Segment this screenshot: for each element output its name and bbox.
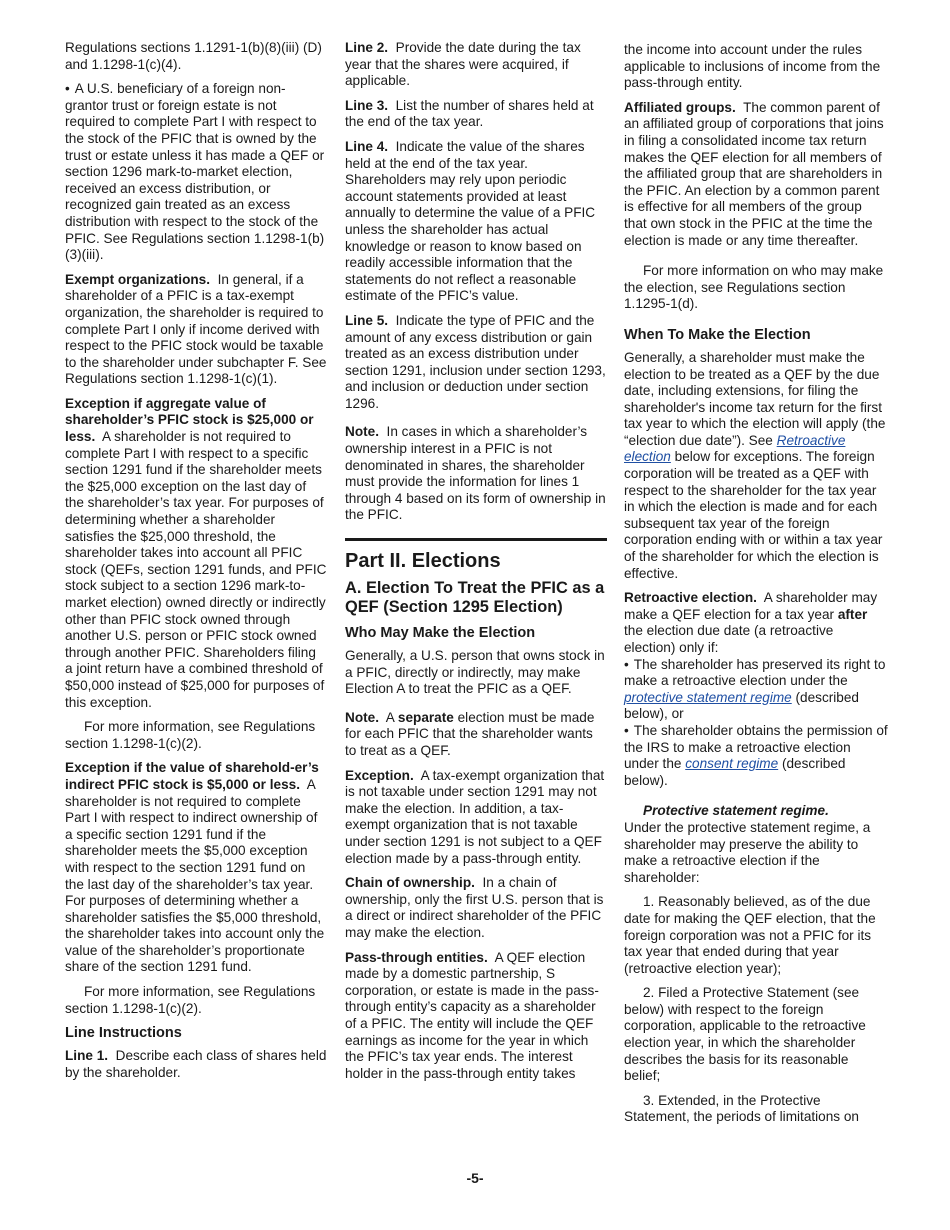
paragraph: the income into account under the rules applicable to inclusions of income from the pass-through entity. [624,42,881,91]
run-in-heading: Exception if the value of sharehold-er’s indirect PFIC stock is $5,000 or less. [65,760,319,792]
numbered-item: 1. Reasonably believed, as of the due date for making the QEF election, that the foreign corporation was not a PFIC for its tax year that ended during that year (retroactive election year); [624,894,876,976]
run-in-heading: Exception. [345,767,414,783]
paragraph: Retroactive election. A shareholder may make a QEF election for a tax year after the election due date (a retroactive election) only if: [624,590,878,655]
numbered-item: 2. Filed a Protective Statement (see below) with respect to the foreign corporation, applicable to the retroactive election year, in which the shareholder describes the basis for its reasonable belief; [624,985,866,1084]
line-instructions-heading: Line Instructions [65,1025,182,1042]
run-in-heading: Chain of ownership. [345,875,475,891]
paragraph: Regulations sections 1.1291-1(b)(8)(iii) (D) and 1.1298-1(c)(4). [65,40,322,72]
paragraph: Exception. A tax-exempt organization that is not taxable under section 1291 may not make the election. In addition, a tax-exempt organization that is not taxable under section 1291 is not subject to a QEF election made by a pass-through entity. [345,767,605,866]
run-in-heading: Note. [345,709,379,725]
paragraph: Note. In cases in which a shareholder’s ownership interest in a PFIC is not denominated in shares, the shareholder must provide the information for lines 1 through 4 based on its form of ownership in the PFIC. [345,424,606,523]
consent-regime-link[interactable]: consent regime [685,756,779,772]
paragraph: Line 1. Describe each class of shares held by the shareholder. [65,1048,327,1080]
who-may-make-heading: Who May Make the Election [345,625,536,642]
paragraph: Protective statement regime. Under the protective statement regime, a shareholder may preserve the ability to make a retroactive election if the shareholder: [624,803,871,885]
paragraph: For more information, see Regulations section 1.1298-1(c)(2). [65,719,316,751]
run-in-heading: Pass-through entities. [345,949,488,965]
paragraph: Line 2. Provide the date during the tax year that the shares were acquired, if applicable. [345,40,581,89]
paragraph: Note. A separate election must be made for each PFIC that the shareholder wants to treat as a QEF. [345,709,595,758]
paragraph: Line 3. List the number of shares held at the end of the tax year. [345,97,594,130]
run-in-heading: Line 1. [65,1048,109,1064]
column-right [624,42,888,1134]
paragraph: For more information, see Regulations section 1.1298-1(c)(2). [65,984,316,1016]
paragraph: For more information on who may make the election, see Regulations section 1.1295-1(d). [624,263,884,312]
paragraph: Pass-through entities. A QEF election made by a domestic partnership, S corporation, or estate is made in the pass-through entity’s capacity as a shareholder of a PFIC. The entity will include the QEF earnings as income for the year in which the PFIC’s tax year ends. The interest holder in the pass-through entity takes [345,949,599,1081]
retroactive-election-link[interactable]: Retroactive election [624,432,846,465]
paragraph: Exempt organizations. In general, if a shareholder of a PFIC is a tax-exempt organization, the shareholder is required to complete Part I only if income derived with respect to the PFIC stock would be taxable to the shareholder under subchapter F. See Regulations section 1.1298-1(c)(1). [65,271,327,387]
paragraph: Generally, a shareholder must make the election to be treated as a QEF by the due date, including extensions, for filing the shareholder's income tax return for the first tax year to which the election will apply (the “election due date”). See Retroactive election below for exceptions. The foreign corporation will be treated as a QEF with respect to the shareholder for the tax year in which the election is made and for each subsequent tax year of the foreign corporation ending with or within a tax year of the shareholder for which the election is effective. [624,349,886,581]
paragraph: Affiliated groups. The common parent of an affiliated group of corporations that joins in filing a consolidated income tax return makes the QEF election for all members of the affiliated group that are shareholders in the PFIC. An election by a common parent is effective for all members of the group that own stock in the PFIC at the time the election is made or any time thereafter. [624,99,884,248]
run-in-heading: Exception if aggregate value of shareholder’s PFIC stock is $25,000 or less. [65,395,314,445]
protective-statement-heading: Protective statement regime. [643,803,829,819]
section-a-heading: A. Election To Treat the PFIC as a QEF (Section 1295 Election) [345,579,605,617]
paragraph: Chain of ownership. In a chain of ownership, only the first U.S. person that is a direct or indirect shareholder of the PFIC may make the election. [345,875,604,940]
run-in-heading: Line 3. [345,97,389,113]
column-middle [345,40,607,1090]
column-left [65,40,327,1089]
paragraph: Exception if the value of sharehold-er’s indirect PFIC stock is $5,000 or less. A shareholder is not required to complete Part I with respect to indirect ownership of a specific section 1291 fund if the shareholder meets the $5,000 exception with respect to the section 1291 fund on the last day of the shareholder’s tax year. For purposes of determining whether a shareholder satisfies the $5,000 threshold, the shareholder takes into account only the value of the shareholder’s proportionate share of the section 1291 fund. [65,760,325,975]
run-in-heading: Note. [345,424,379,440]
when-to-make-heading: When To Make the Election [624,326,811,343]
bullet-item: • A U.S. beneficiary of a foreign non-grantor trust or foreign estate is not required to complete Part I with respect to the stock of the PFIC that is owned by the trust or estate unless it has made a QEF or section 1296 mark-to-market election, received an excess distribution, or recognized gain treated as an excess distribution with respect to the stock of the PFIC. See Regulations section 1.1298-1(b)(3)(iii). [65,81,327,264]
page-number: -5- [466,1170,484,1186]
protective-statement-regime-link[interactable]: protective statement regime [624,689,792,705]
run-in-heading: Affiliated groups. [624,99,736,115]
bullet-item: • The shareholder has preserved its right to make a retroactive election under the protective statement regime (described below), or [624,657,888,723]
paragraph: Exception if aggregate value of shareholder’s PFIC stock is $25,000 or less. A shareholder is not required to complete Part I with respect to a specific section 1291 fund if the shareholder meets the $25,000 exception on the last day of the shareholder’s tax year. For purposes of determining whether a shareholder satisfies the $25,000 threshold, the shareholder takes into account all PFIC stock (QEFs, section 1291 funds, and PFIC stock subject to a section 1296 mark-to-market election) owned directly or indirectly other than PFIC stock owned through another U.S. person or PFIC stock owned through another PFIC. Shareholders filing a joint return have a combined threshold of $50,000 instead of $25,000 for purposes of this exception. [65,395,327,710]
run-in-heading: Line 2. [345,40,389,55]
bullet-item: • The shareholder obtains the permission of the IRS to make a retroactive election under the consent regime (described below). [624,723,888,789]
part-ii-heading: Part II. Elections [345,538,607,573]
run-in-heading: Exempt organizations. [65,271,211,287]
paragraph: Generally, a U.S. person that owns stock in a PFIC, directly or indirectly, may make Election A to treat the PFIC as a QEF. [345,648,605,697]
numbered-item: 3. Extended, in the Protective Statement, the periods of limitations on [624,1092,859,1125]
run-in-heading: Retroactive election. [624,590,757,606]
run-in-heading: Line 5. [345,312,389,328]
run-in-heading: Line 4. [345,138,389,154]
paragraph: Line 5. Indicate the type of PFIC and the amount of any excess distribution or gain treated as an excess distribution under section 1291, inclusion under section 1293, and inclusion or deduction under section 1296. [345,312,606,411]
paragraph: Line 4. Indicate the value of the shares held at the end of the tax year. Shareholders may rely upon periodic account statements provided at least annually to determine the value of a PFIC unless the shareholder has actual knowledge or reason to know based on readily accessible information that the statements do not reflect a reasonable estimate of the PFIC’s value. [345,138,596,304]
